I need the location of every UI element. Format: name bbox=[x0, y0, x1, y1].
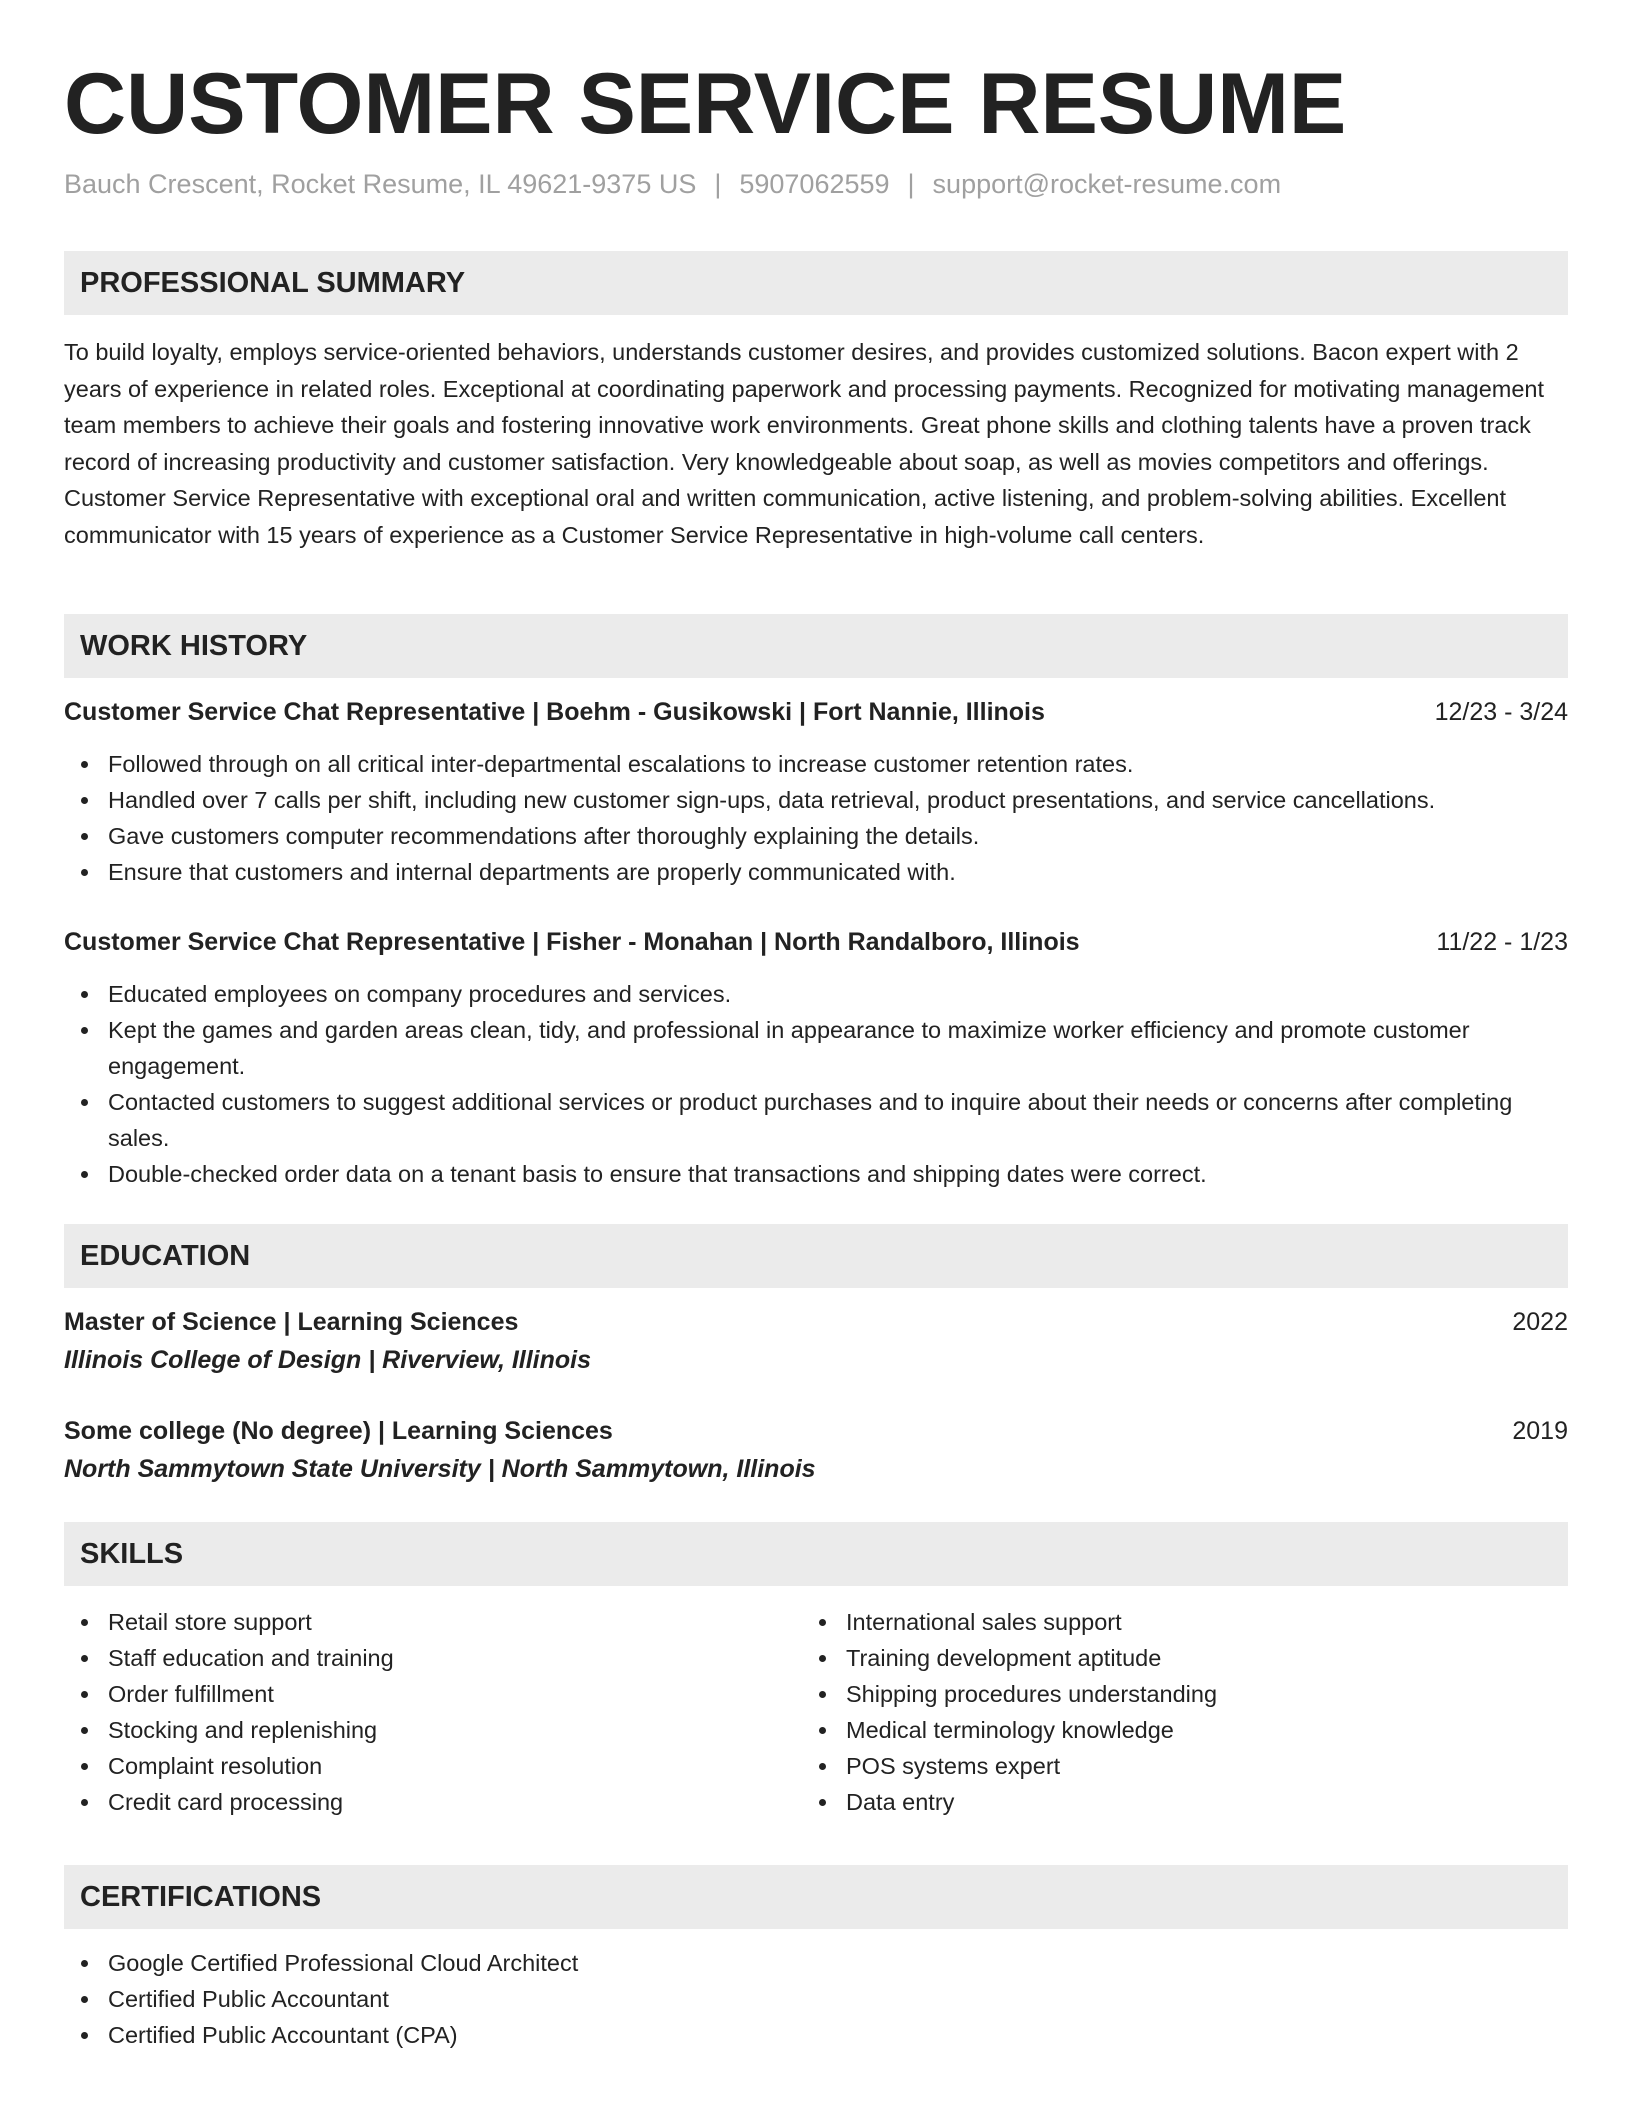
job-bullet: Handled over 7 calls per shift, including new customer sign-ups, data retrieval, product presentations, and service cancellations. bbox=[64, 782, 1568, 818]
job-bullet: Educated employees on company procedures and services. bbox=[64, 976, 1568, 1012]
section-heading-certifications: CERTIFICATIONS bbox=[64, 1865, 1568, 1929]
skill-item: Training development aptitude bbox=[802, 1640, 1632, 1676]
certification-item: Google Certified Professional Cloud Architect bbox=[64, 1945, 1568, 1981]
education-degree: Master of Science | Learning Sciences bbox=[64, 1308, 519, 1336]
education-school: North Sammytown State University | North Sammytown, Illinois bbox=[64, 1455, 816, 1483]
skill-item: Stocking and replenishing bbox=[64, 1712, 1568, 1748]
contact-email[interactable]: support@rocket-resume.com bbox=[932, 169, 1282, 199]
contact-separator: | bbox=[714, 169, 722, 199]
contact-separator: | bbox=[907, 169, 915, 199]
skill-item: Complaint resolution bbox=[64, 1748, 1568, 1784]
job-bullet: Ensure that customers and internal departments are properly communicated with. bbox=[64, 854, 1568, 890]
job-dates: 11/22 - 1/23 bbox=[1436, 928, 1568, 956]
skill-item: Data entry bbox=[802, 1784, 1632, 1820]
summary-text: To build loyalty, employs service-oriented behaviors, understands customer desires, and provides customized solutions. Bacon expert with 2 years of experience in related roles. Exceptional at coordinating paperwork and processing payments. Recognized for motivating management team members to achieve their goals and fostering innovative work environments. Great phone skills and clothing talents have a proven track record of increasing productivity and customer satisfaction. Very knowledgeable about soap, as well as movies competitors and offerings. Customer Service Representative with exceptional oral and written communication, active listening, and problem-solving abilities. Excellent communicator with 15 years of experience as a Customer Service Representative in high-volume call centers. bbox=[64, 339, 1545, 548]
job-bullet: Contacted customers to suggest additional services or product purchases and to inquire about their needs or concerns after completing sales. bbox=[64, 1084, 1568, 1156]
skill-item: International sales support bbox=[802, 1604, 1632, 1640]
education-year: 2022 bbox=[1512, 1308, 1568, 1336]
section-heading-summary: PROFESSIONAL SUMMARY bbox=[64, 251, 1568, 315]
skill-item: Retail store support bbox=[64, 1604, 1568, 1640]
job-bullet: Gave customers computer recommendations after thoroughly explaining the details. bbox=[64, 818, 1568, 854]
job-dates: 12/23 - 3/24 bbox=[1434, 698, 1568, 726]
skill-item: Shipping procedures understanding bbox=[802, 1676, 1632, 1712]
job-bullet: Followed through on all critical inter-departmental escalations to increase customer retention rates. bbox=[64, 746, 1568, 782]
skills-list-right bbox=[802, 1604, 1632, 1820]
skill-item: Staff education and training bbox=[64, 1640, 1568, 1676]
resume-title: CUSTOMER SERVICE RESUME bbox=[64, 56, 1347, 152]
skill-item: Order fulfillment bbox=[64, 1676, 1568, 1712]
certification-item: Certified Public Accountant (CPA) bbox=[64, 2017, 1568, 2053]
certification-item: Certified Public Accountant bbox=[64, 1981, 1568, 2017]
job-bullet: Double-checked order data on a tenant basis to ensure that transactions and shipping dates were correct. bbox=[64, 1156, 1568, 1192]
education-school: Illinois College of Design | Riverview, Illinois bbox=[64, 1346, 592, 1374]
education-degree: Some college (No degree) | Learning Sciences bbox=[64, 1417, 613, 1445]
skill-item: Credit card processing bbox=[64, 1784, 1568, 1820]
skill-item: Medical terminology knowledge bbox=[802, 1712, 1632, 1748]
contact-phone: 5907062559 bbox=[739, 169, 890, 199]
job-title: Customer Service Chat Representative | Fisher - Monahan | North Randalboro, Illinois bbox=[64, 928, 1080, 956]
section-heading-education: EDUCATION bbox=[64, 1224, 1568, 1288]
job-bullet: Kept the games and garden areas clean, tidy, and professional in appearance to maximize worker efficiency and promote customer engagement. bbox=[64, 1012, 1568, 1084]
job-title: Customer Service Chat Representative | Boehm - Gusikowski | Fort Nannie, Illinois bbox=[64, 698, 1045, 726]
certifications-list bbox=[64, 1945, 1568, 2053]
job-bullet-list bbox=[64, 746, 1568, 890]
skill-item: POS systems expert bbox=[802, 1748, 1632, 1784]
section-heading-skills: SKILLS bbox=[64, 1522, 1568, 1586]
job-bullet-list bbox=[64, 976, 1568, 1192]
contact-line bbox=[64, 166, 1281, 202]
education-year: 2019 bbox=[1512, 1417, 1568, 1445]
section-heading-work-history: WORK HISTORY bbox=[64, 614, 1568, 678]
contact-address: Bauch Crescent, Rocket Resume, IL 49621-9375 US bbox=[64, 169, 697, 199]
